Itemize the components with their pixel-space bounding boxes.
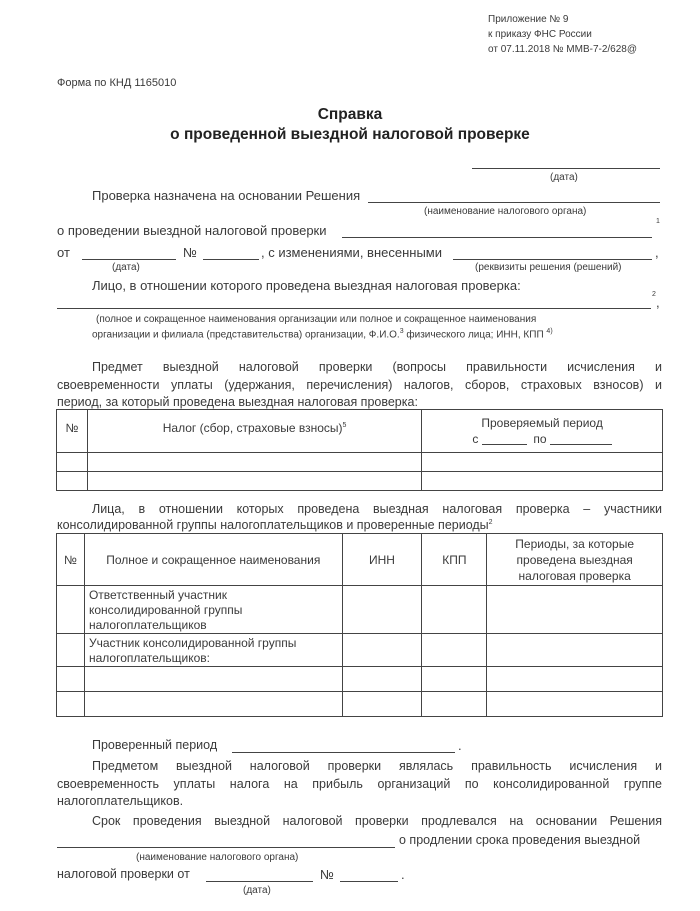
from-label: от [57,245,70,260]
profit-subject-line-2: своевременность уплаты налога на прибыль организаций по консолидированной группе [57,777,662,791]
extension-line-2: о продлении срока проведения выездной [399,833,641,847]
order-reference: к приказу ФНС России [488,29,592,40]
number-line [203,259,259,260]
date-hint-3: (дата) [243,885,271,896]
decision-details-hint: (реквизиты решения (решений) [475,262,622,273]
audit-number-line [340,881,398,882]
period-to-line [550,444,612,445]
from-date-line [82,259,176,260]
appendix-number: Приложение № 9 [488,14,569,25]
order-date: от 07.11.2018 № ММВ-7-2/628@ [488,44,638,55]
date-hint: (дата) [550,172,578,183]
col-name: Полное и сокращенное наименования [84,534,342,586]
audit-from-date-line [206,881,313,882]
document-subtitle: о проведенной выездной налоговой проверке [170,126,530,143]
table-row [57,472,663,491]
audit-from-label: налоговой проверки от [57,867,190,881]
audit-number-label: № [320,867,334,882]
col-number: № [57,534,85,586]
col-inn: ИНН [342,534,422,586]
table-row [57,692,663,717]
basis-label: Проверка назначена на основании Решения [92,188,361,203]
period-from-line [482,444,527,445]
table-header-row [57,534,663,586]
group-line-2: консолидированной группы налогоплательщиков и проверенные периоды$^2$ [57,518,493,532]
changes-label: , с изменениями, внесенными [261,245,442,260]
org-hint-2: организации и филиала (представительства) организации, Ф.И.О.$^3$ физического лица; ИНН, КПП $^{4)}$ [92,328,553,341]
profit-subject-line-1: Предметом выездной налоговой проверки являлась правильность исчисления и [92,759,662,773]
table-header-row [57,410,663,453]
audit-number-dot: . [401,867,405,882]
col-number: № [57,410,88,453]
date-line [472,168,660,169]
extension-line-1: Срок проведения выездной налоговой проверки продлевался на основании Решения [92,814,662,828]
subject-line-3: период, за который проведена выездная налоговая проверка: [57,395,418,409]
tax-authority-hint-2: (наименование налогового органа) [136,852,299,863]
table-row [57,634,663,667]
group-participants-table [56,533,663,717]
subject-line-2: своевременности уплаты (удержания, перечисления) налогов, сборов, страховых взносов) и [57,378,662,392]
checked-period-label: Проверенный период [92,738,218,752]
person-comma: , [656,295,660,310]
checked-period-dot: . [458,738,462,753]
footnote-2: 2 [652,291,656,298]
responsible-participant-cell: Ответственный участник консолидированной группы налогоплательщиков [84,586,342,634]
person-line [57,308,651,309]
table-row [57,586,663,634]
date-hint-2: (дата) [112,262,140,273]
basis-line [368,202,660,203]
footnote-1: 1 [656,218,660,225]
profit-subject-line-3: налогоплательщиков. [57,794,184,808]
document-title: Справка [317,106,383,123]
number-label: № [183,245,197,260]
subject-line-1: Предмет выездной налоговой проверки (вопросы правильности исчисления и [92,360,662,374]
changes-comma: , [655,245,659,260]
checked-period-line [232,752,455,753]
col-periods: Периоды, за которые проведена выездная налоговая проверка [487,534,663,586]
person-label: Лицо, в отношении которого проведена выездная налоговая проверка: [92,278,521,293]
table-row [57,453,663,472]
audited-taxes-table [56,409,663,491]
table-row [57,667,663,692]
changes-line [453,259,652,260]
group-line-1: Лица, в отношении которых проведена выездная налоговая проверка – участники [92,502,662,516]
col-tax: Налог (сбор, страховые взносы)$^5$ [87,410,421,453]
tax-authority-hint: (наименование налогового органа) [424,206,587,217]
participant-cell: Участник консолидированной группы налогоплательщиков: [84,634,342,667]
col-period: Проверяемый период с по [422,410,663,453]
extension-authority-line [57,847,395,848]
about-audit-label: о проведении выездной налоговой проверки [57,223,327,238]
org-hint-1: (полное и сокращенное наименования организации или полное и сокращенное наименования [96,314,537,325]
form-code: Форма по КНД 1165010 [57,77,177,89]
col-kpp: КПП [422,534,487,586]
about-audit-line [342,237,652,238]
